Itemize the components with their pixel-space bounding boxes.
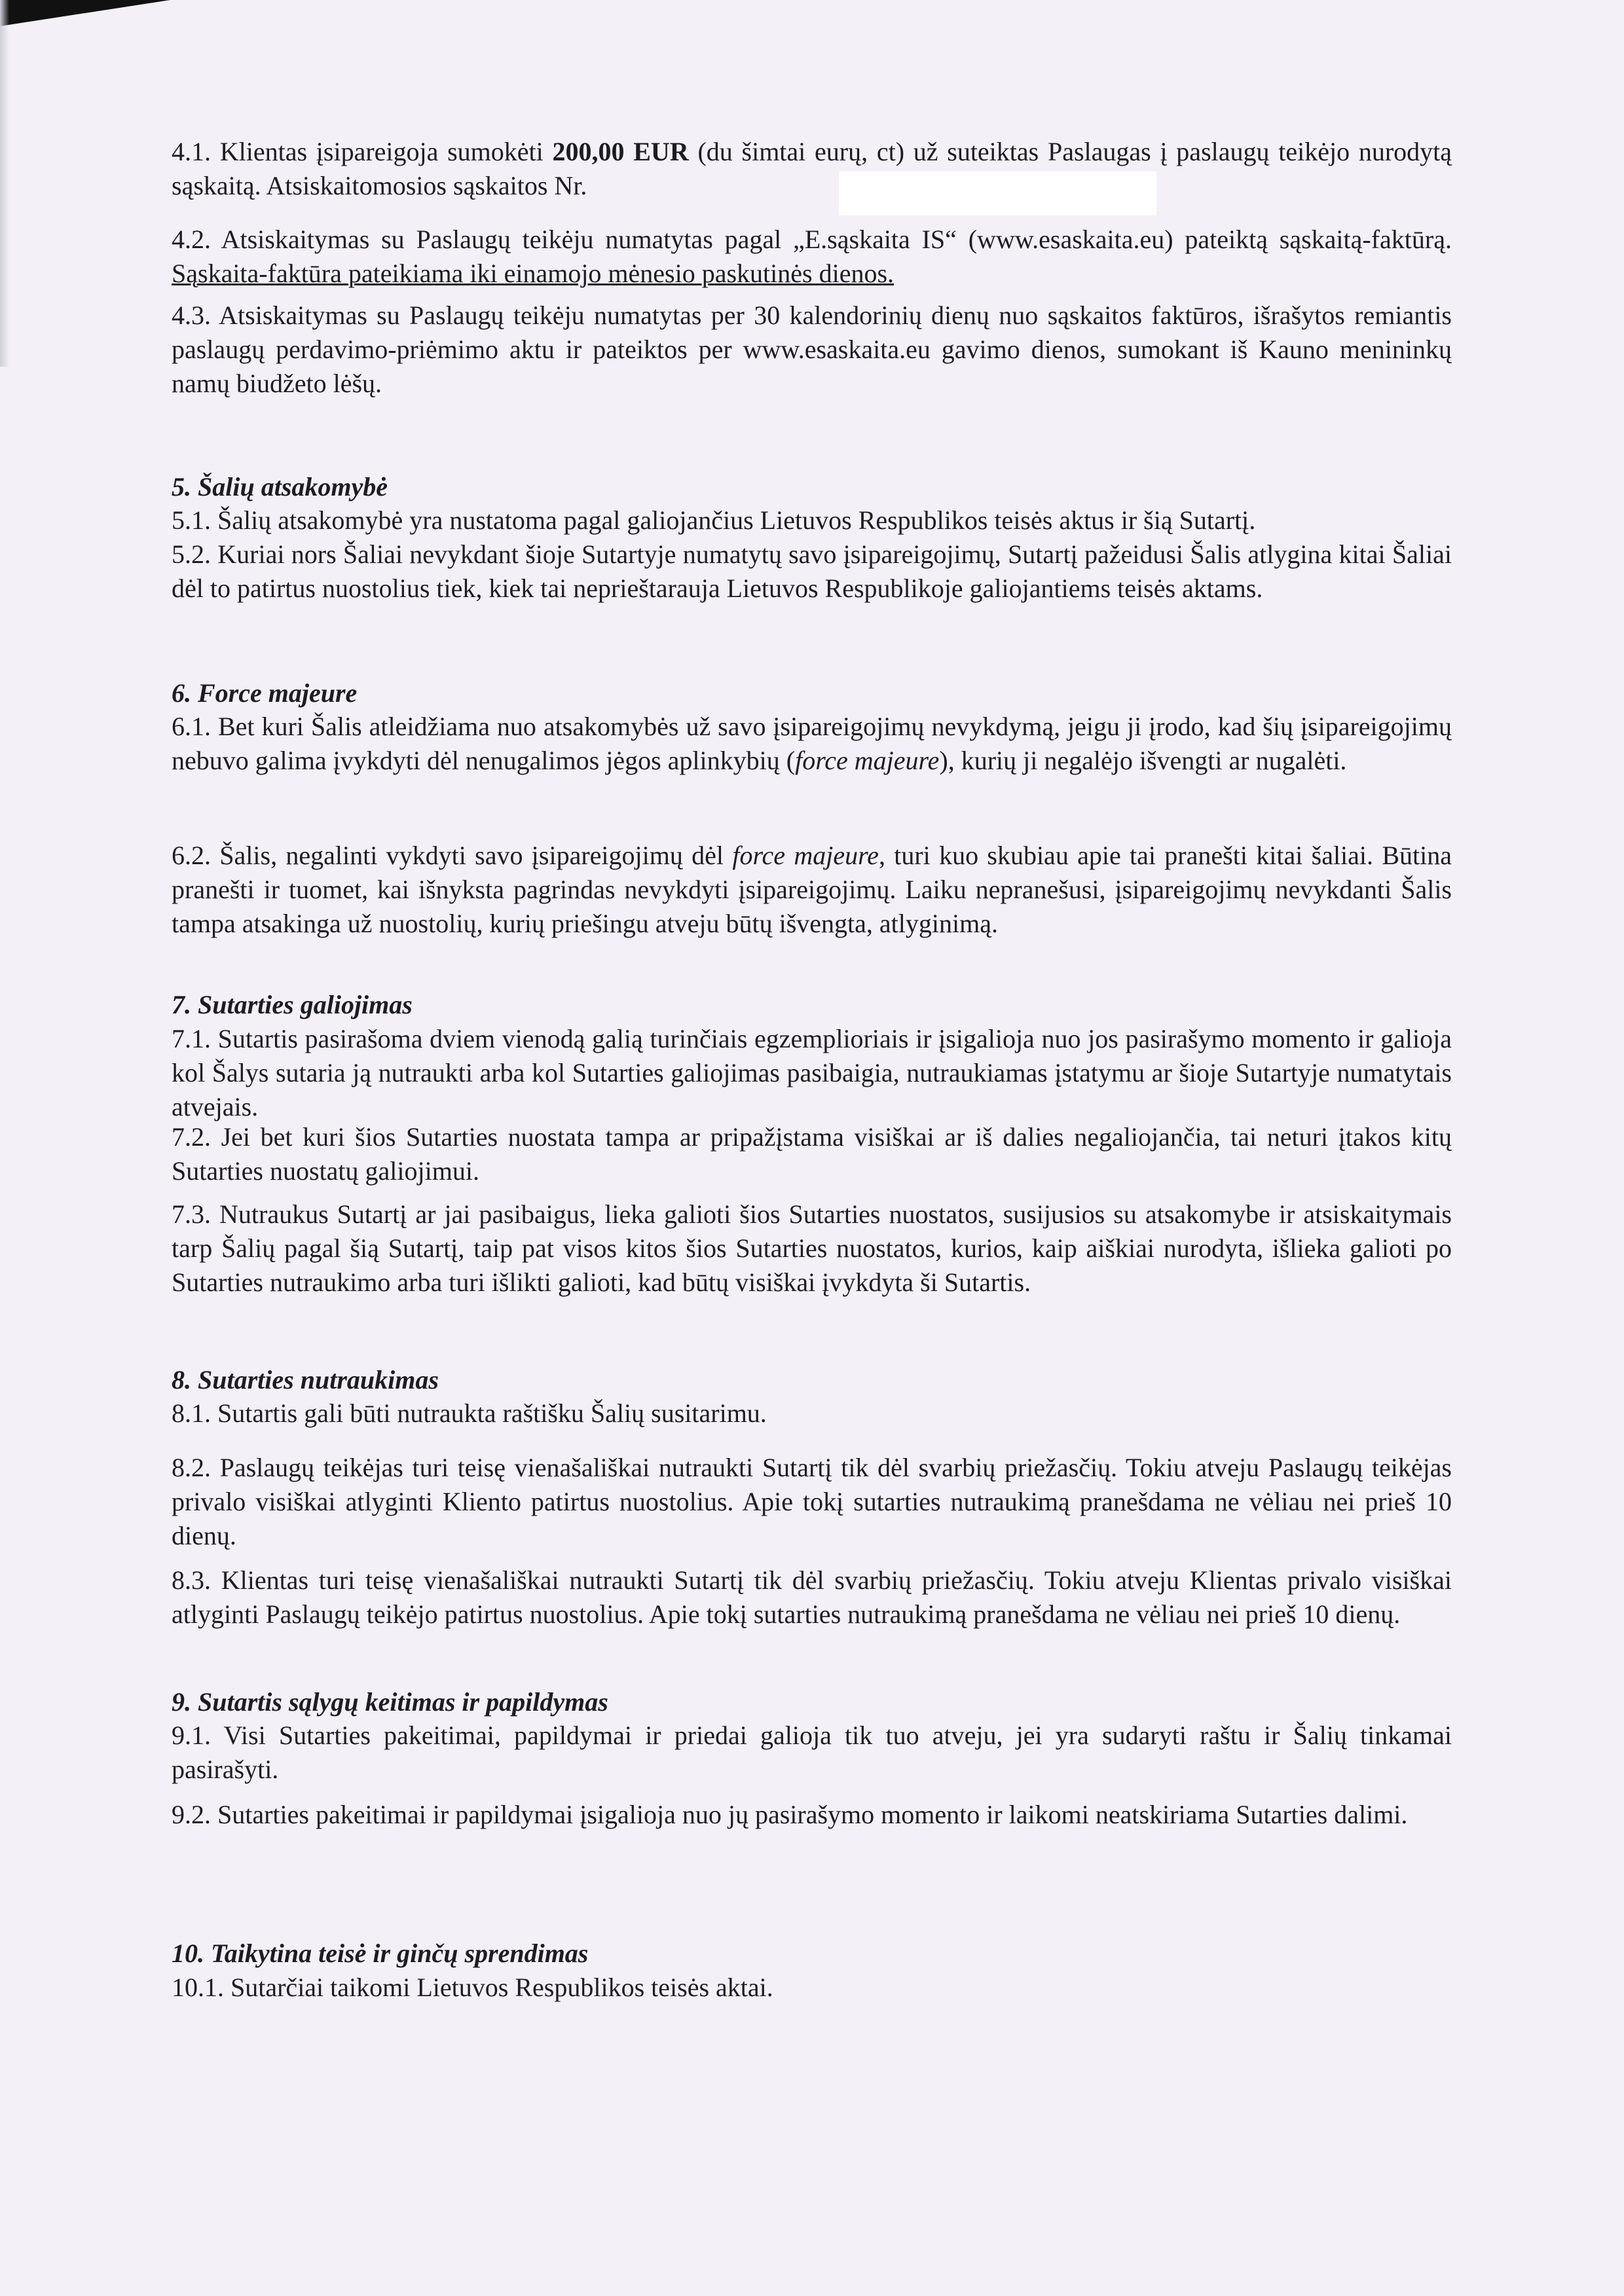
clause-text: , turi kuo skubiau apie tai pranešti kitai šaliai. Būtina pranešti ir tuomet, kai išnyksta pagrindas nevykdyti įsipareigojimų. Laiku nepranešusi, įsipareigojimų nevykdanti Šalis tampa atsakinga už nuostolių, kurių priešingu atveju būtų išvengta, atlyginimą. bbox=[172, 841, 1452, 938]
section-6-heading: 6. Force majeure bbox=[172, 678, 358, 708]
clause-text: 6.1. Bet kuri Šalis atleidžiama nuo atsakomybės už savo įsipareigojimų nevykdymą, jeigu ji įrodo, kad šių įsipareigojimų nebuvo galima įvykdyti dėl nenugalimos jėgos aplinkybių ( bbox=[172, 712, 1452, 775]
underlined-text: Sąskaita-faktūra pateikiama iki einamojo mėnesio paskutinės dienos. bbox=[172, 259, 895, 288]
scan-edge-shadow bbox=[0, 0, 170, 26]
italic-term: force majeure bbox=[795, 746, 940, 775]
clause-5-1: 5.1. Šalių atsakomybė yra nustatoma pagal galiojančius Lietuvos Respublikos teisės aktus ir šią Sutartį. bbox=[172, 505, 1256, 535]
clause-8-2: 8.2. Paslaugų teikėjas turi teisę vienašališkai nutraukti Sutartį tik dėl svarbių priežasčių. Tokiu atveju Paslaugų teikėjas privalo visiškai atlyginti Kliento patirtus nuostolius. Apie tokį sutarties nutraukimą pranešdama ne vėliau nei prieš 10 dienų. bbox=[172, 1453, 1452, 1550]
clause-text: 4.1. Klientas įsipareigoja sumokėti bbox=[172, 137, 553, 166]
clause-4-2 bbox=[172, 223, 1452, 291]
section-9-heading: 9. Sutartis sąlygų keitimas ir papildymas bbox=[172, 1687, 608, 1717]
clause-7-3: 7.3. Nutraukus Sutartį ar jai pasibaigus, lieka galioti šios Sutarties nuostatos, susijusios su atsakomybe ir atsiskaitymais tarp Šalių pagal šią Sutartį, taip pat visos kitos šios Sutarties nuostatos, kurios, kaip aiškiai nurodyta, išlieka galioti po Sutarties nutraukimo arba turi išlikti galioti, kad būtų visiškai įvykdyta ši Sutartis. bbox=[172, 1199, 1452, 1297]
clause-text: ), kurių ji negalėjo išvengti ar nugalėti. bbox=[939, 746, 1347, 775]
clause-5-2: 5.2. Kuriai nors Šaliai nevykdant šioje Sutartyje numatytų savo įsipareigojimų, Sutartį pažeidusi Šalis atlygina kitai Šaliai dėl to patirtus nuostolius tiek, kiek tai neprieštarauja Lietuvos Respublikoje galiojantiems teisės aktams. bbox=[172, 539, 1452, 603]
clause-10-1: 10.1. Sutarčiai taikomi Lietuvos Respublikos teisės aktai. bbox=[172, 1973, 773, 2002]
amount: 200,00 EUR bbox=[552, 137, 689, 166]
italic-term: force majeure bbox=[732, 841, 879, 870]
section-5-heading: 5. Šalių atsakomybė bbox=[172, 472, 388, 501]
clause-text: (du šimtai eurų, ct) už suteiktas Paslaugas į paslaugų teikėjo nurodytą sąskaitą. Atsiskaitomosios sąskaitos Nr. bbox=[172, 137, 1452, 200]
section-7-heading: 7. Sutarties galiojimas bbox=[172, 990, 413, 1019]
clause-8-3: 8.3. Klientas turi teisę vienašališkai nutraukti Sutartį tik dėl svarbių priežasčių. Tokiu atveju Klientas privalo visiškai atlyginti Paslaugų teikėjo patirtus nuostolius. Apie tokį sutarties nutraukimą pranešdama ne vėliau nei prieš 10 dienų. bbox=[172, 1565, 1452, 1629]
section-10-heading: 10. Taikytina teisė ir ginčų sprendimas bbox=[172, 1939, 589, 1968]
section-8-heading: 8. Sutarties nutraukimas bbox=[172, 1365, 439, 1394]
clause-9-2: 9.2. Sutarties pakeitimai ir papildymai įsigalioja nuo jų pasirašymo momento ir laikomi neatskiriama Sutarties dalimi. bbox=[172, 1800, 1408, 1829]
clause-4-1 bbox=[172, 135, 1452, 203]
redacted-account-number bbox=[839, 172, 1156, 215]
clause-6-2 bbox=[172, 839, 1452, 941]
clause-6-1 bbox=[172, 710, 1452, 778]
clause-7-1: 7.1. Sutartis pasirašoma dviem vienodą galią turinčiais egzemplioriais ir įsigalioja nuo jos pasirašymo momento ir galioja kol Šalys sutaria ją nutraukti arba kol Sutarties galiojimas pasibaigia, nutraukiamas įstatymu ar šioje Sutartyje numatytais atvejais. bbox=[172, 1024, 1452, 1121]
clause-4-3: 4.3. Atsiskaitymas su Paslaugų teikėju numatytas per 30 kalendorinių dienų nuo sąskaitos faktūros, išrašytos remiantis paslaugų perdavimo-priėmimo aktu ir pateiktos per www.esaskaita.eu gavimo dienos, sumokant iš Kauno menininkų namų biudžeto lėšų. bbox=[172, 301, 1452, 398]
clause-text: 6.2. Šalis, negalinti vykdyti savo įsipareigojimų dėl bbox=[172, 841, 733, 870]
clause-text: 4.2. Atsiskaitymas su Paslaugų teikėju numatytas pagal „E.sąskaita IS“ (www.esaskaita.eu) pateiktą sąskaitą-faktūrą. bbox=[172, 225, 1452, 254]
scan-edge bbox=[0, 0, 9, 367]
clause-8-1: 8.1. Sutartis gali būti nutraukta raštišku Šalių susitarimu. bbox=[172, 1398, 767, 1428]
clause-7-2: 7.2. Jei bet kuri šios Sutarties nuostata tampa ar pripažįstama visiškai ar iš dalies negaliojančia, tai neturi įtakos kitų Sutarties nuostatų galiojimui. bbox=[172, 1122, 1452, 1186]
clause-9-1: 9.1. Visi Sutarties pakeitimai, papildymai ir priedai galioja tik tuo atveju, jei yra sudaryti raštu ir Šalių tinkamai pasirašyti. bbox=[172, 1721, 1452, 1784]
